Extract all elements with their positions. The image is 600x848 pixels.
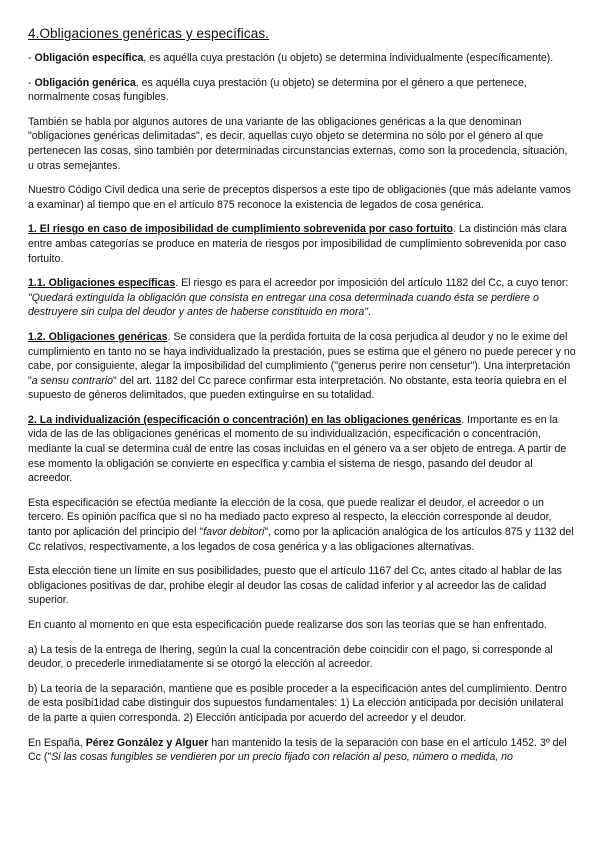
paragraph-riesgo xyxy=(28,222,576,266)
paragraph-tesis-entrega: a) La tesis de la entrega de Ihering, según la cual la concentración debe coincidir con el pago, si corresponde al deudor, o precederle inmediatamente si se otorgó la elección al acreedor. xyxy=(28,643,553,671)
riesgo-text: . La distinción más clara entre ambas categorías se produce en materia de riesgos por imposibilidad de cumplimiento sobrevenida por caso fortuito. xyxy=(28,223,567,265)
quote-art-1182: "Quedará extinguida la obligación que consista en entregar una cosa determinada cuando ésta se perdiere o destruyere sin culpa del deudor y antes de haberse constituido en mora" xyxy=(28,291,539,319)
paragraph-limite-eleccion: Esta elección tiene un límite en sus posibilidades, puesto que el artículo 1167 del Cc, antes citado al hablar de las obligaciones positivas de dar, prohibe elegir al deudor las cosas de calidad inferior y al acreedor las de calidad superior. xyxy=(28,565,562,607)
paragraph-obligaciones-genericas xyxy=(28,330,576,403)
paragraph-momento: En cuanto al momento en que esta especificación puede realizarse dos son las teorías que se han enfrentado. xyxy=(28,619,547,631)
definition-text: , es aquélla cuya prestación (u objeto) se determina individualmente (específicamente). xyxy=(143,52,554,64)
definition-text: , es aquélla cuya prestación (u objeto) se determina por el género a que pertenece, normalmente cosas fungibles. xyxy=(28,76,527,104)
paragraph-obligaciones-especificas xyxy=(28,276,576,320)
heading-obligaciones-genericas: 1.2. Obligaciones genéricas xyxy=(28,330,168,343)
genericas-text-2: " del art. 1182 del Cc parece confirmar esta interpretación. No obstante, esta teoría quiebra en el supuesto de géneros delimitados, que pueden extinguirse en su totalidad. xyxy=(28,374,567,402)
heading-individualizacion: 2. La individualización (especificación o concentración) en las obligaciones genéricas xyxy=(28,413,462,426)
especificacion-text-2: ", como por la aplicación analógica de los artículos 875 y 1132 del Cc relativos, respectivamente, a los legados de cosa genérica y a las obligaciones alternativas. xyxy=(28,526,574,553)
term-obligacion-especifica: Obligación específica xyxy=(34,52,144,64)
paragraph-individualizacion xyxy=(28,413,576,486)
dash: - xyxy=(28,76,35,89)
paragraph-obligacion-especifica xyxy=(28,51,576,66)
heading-obligaciones-especificas: 1.1. Obligaciones específicas xyxy=(28,277,176,290)
section-title: 4.Obligaciones genéricas y específicas. xyxy=(28,26,270,41)
especificas-text: . El riesgo es para el acreedor por imposición del artículo 1182 del Cc, a cuyo tenor: xyxy=(175,277,569,290)
individualizacion-text: . Importante es en la vida de las de las obligaciones genéricas el momento de su individualización, especificación o concentración, mediante la cual se determina cuál de entre las cosas incluidas en el género va a ser objeto de entrega. A partir de ese momento la obligación se convierte en específica y cambia el sistema de riesgo, pasando del deudor al acreedor. xyxy=(28,413,567,485)
paragraph-especificacion xyxy=(28,496,576,554)
paragraph-teoria-separacion: b) La teoría de la separación, mantiene que es posible proceder a la especificación antes del cumplimiento. Dentro de esta posibi1idad cabe distinguir dos supuestos fundamentales: 1) La elección anticipada por decisión unilateral de la parte a quien corresponda. 2) Elección anticipada por acuerdo del acreedor y el deudor. xyxy=(28,682,567,724)
paragraph-genericas-delimitadas: También se habla por algunos autores de una variante de las obligaciones genéricas a la que denominan "obligaciones genéricas delimitadas", es decir, aquellas cuyo objeto se determina no sólo por el género al que pertenecen las cosas, sino también por determinadas circunstancias externas, como son la procedencia, situación, u otras semejantes. xyxy=(28,115,568,172)
quote-art-1452: Si las cosas fungibles se vendieren por un precio fijado con relación al peso, número o medida, no xyxy=(51,751,513,764)
italic-favor-debitori: favor debitori xyxy=(203,526,265,539)
paragraph-codigo-civil: Nuestro Código Civil dedica una serie de preceptos dispersos a este tipo de obligaciones (que más adelante vamos a examinar) al tiempo que en el artículo 875 reconoce la existencia de legados de cosa genérica. xyxy=(28,184,571,211)
italic-a-sensu-contrario: a sensu contrario xyxy=(31,374,114,387)
paragraph-obligacion-generica xyxy=(28,76,576,105)
authors-perez-gonzalez-alguer: Pérez González y Alguer xyxy=(85,736,209,749)
dash: - xyxy=(28,52,35,64)
period: . xyxy=(368,306,371,319)
term-obligacion-generica: Obligación genérica xyxy=(34,76,136,89)
espana-text-2: han mantenido la tesis de la separación con base en el artículo 1452. 3º del Cc (" xyxy=(28,736,567,764)
especificacion-text-1: Esta especificación se efectúa mediante la elección de la cosa, que puede realizar el deudor, el acreedor o un tercero. Es opinión pacífica que si no ha mediado pacto expreso al respecto, la elección corresponde al deudor, tanto por aplicación del principio del " xyxy=(28,496,552,539)
paragraph-espana xyxy=(28,736,576,765)
heading-riesgo: 1. El riesgo en caso de imposibilidad de cumplimiento sobrevenida por caso fortuito xyxy=(28,223,454,236)
genericas-text-1: . Se considera que la perdida fortuita de la cosa perjudica al deudor y no le exime del cumplimiento en tanto no se haya individualizado la prestación, pues se estima que el género no puede perecer y no cabe, por consiguiente, alegar la imposibilidad del cumplimiento ("generus perire non censetur"). Una interpretación " xyxy=(28,330,576,387)
espana-text-1: En España, xyxy=(28,736,86,749)
